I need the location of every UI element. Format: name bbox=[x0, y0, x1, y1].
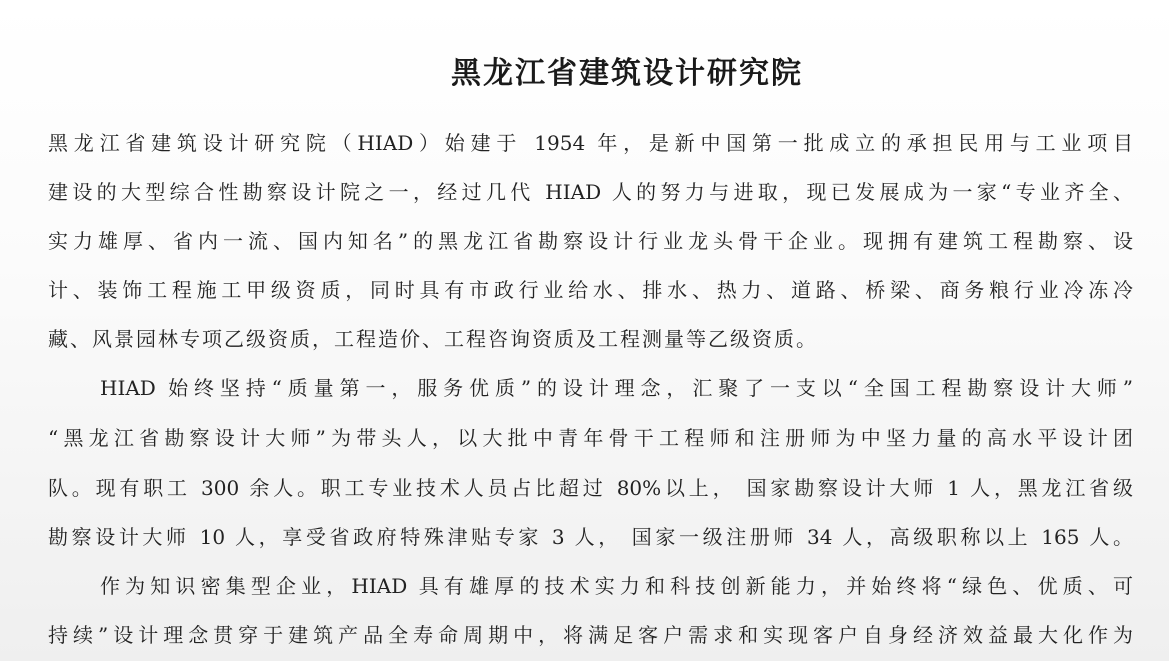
text-line: 藏、风景园林专项乙级资质，工程造价、工程咨询资质及工程测量等乙级资质。 bbox=[48, 327, 818, 351]
text-line: 勘察设计大师 10 人，享受省政府特殊津贴专家 3 人， 国家一级注册师 34 人，高级职称以上 165 人。 bbox=[48, 525, 1133, 549]
text-line: 队。现有职工 300 余人。职工专业技术人员占比超过 80%以上， 国家勘察设计大师 1 人，黑龙江省级 bbox=[48, 476, 1133, 500]
text-line: 计、装饰工程施工甲级资质，同时具有市政行业给水、排水、热力、道路、桥梁、商务粮行业冷冻冷 bbox=[48, 278, 1133, 302]
text-line: 作为知识密集型企业，HIAD 具有雄厚的技术实力和科技创新能力，并始终将“绿色、优质、可 bbox=[100, 574, 1133, 598]
document-title: 黑龙江省建筑设计研究院 bbox=[451, 56, 803, 91]
text-line: HIAD 始终坚持“质量第一，服务优质”的设计理念，汇聚了一支以“全国工程勘察设计大师” bbox=[100, 376, 1133, 400]
text-line: “黑龙江省勘察设计大师”为带头人，以大批中青年骨干工程师和注册师为中坚力量的高水平设计团 bbox=[48, 426, 1133, 450]
text-line: 实力雄厚、省内一流、国内知名”的黑龙江省勘察设计行业龙头骨干企业。现拥有建筑工程勘察、设 bbox=[48, 229, 1133, 253]
text-line: 黑龙江省建筑设计研究院（HIAD）始建于 1954 年，是新中国第一批成立的承担民用与工业项目 bbox=[48, 131, 1133, 155]
text-line: 持续”设计理念贯穿于建筑产品全寿命周期中，将满足客户需求和实现客户自身经济效益最大化作为 bbox=[48, 623, 1133, 647]
text-line: 建设的大型综合性勘察设计院之一，经过几代 HIAD 人的努力与进取，现已发展成为一家“专业齐全、 bbox=[48, 180, 1133, 204]
